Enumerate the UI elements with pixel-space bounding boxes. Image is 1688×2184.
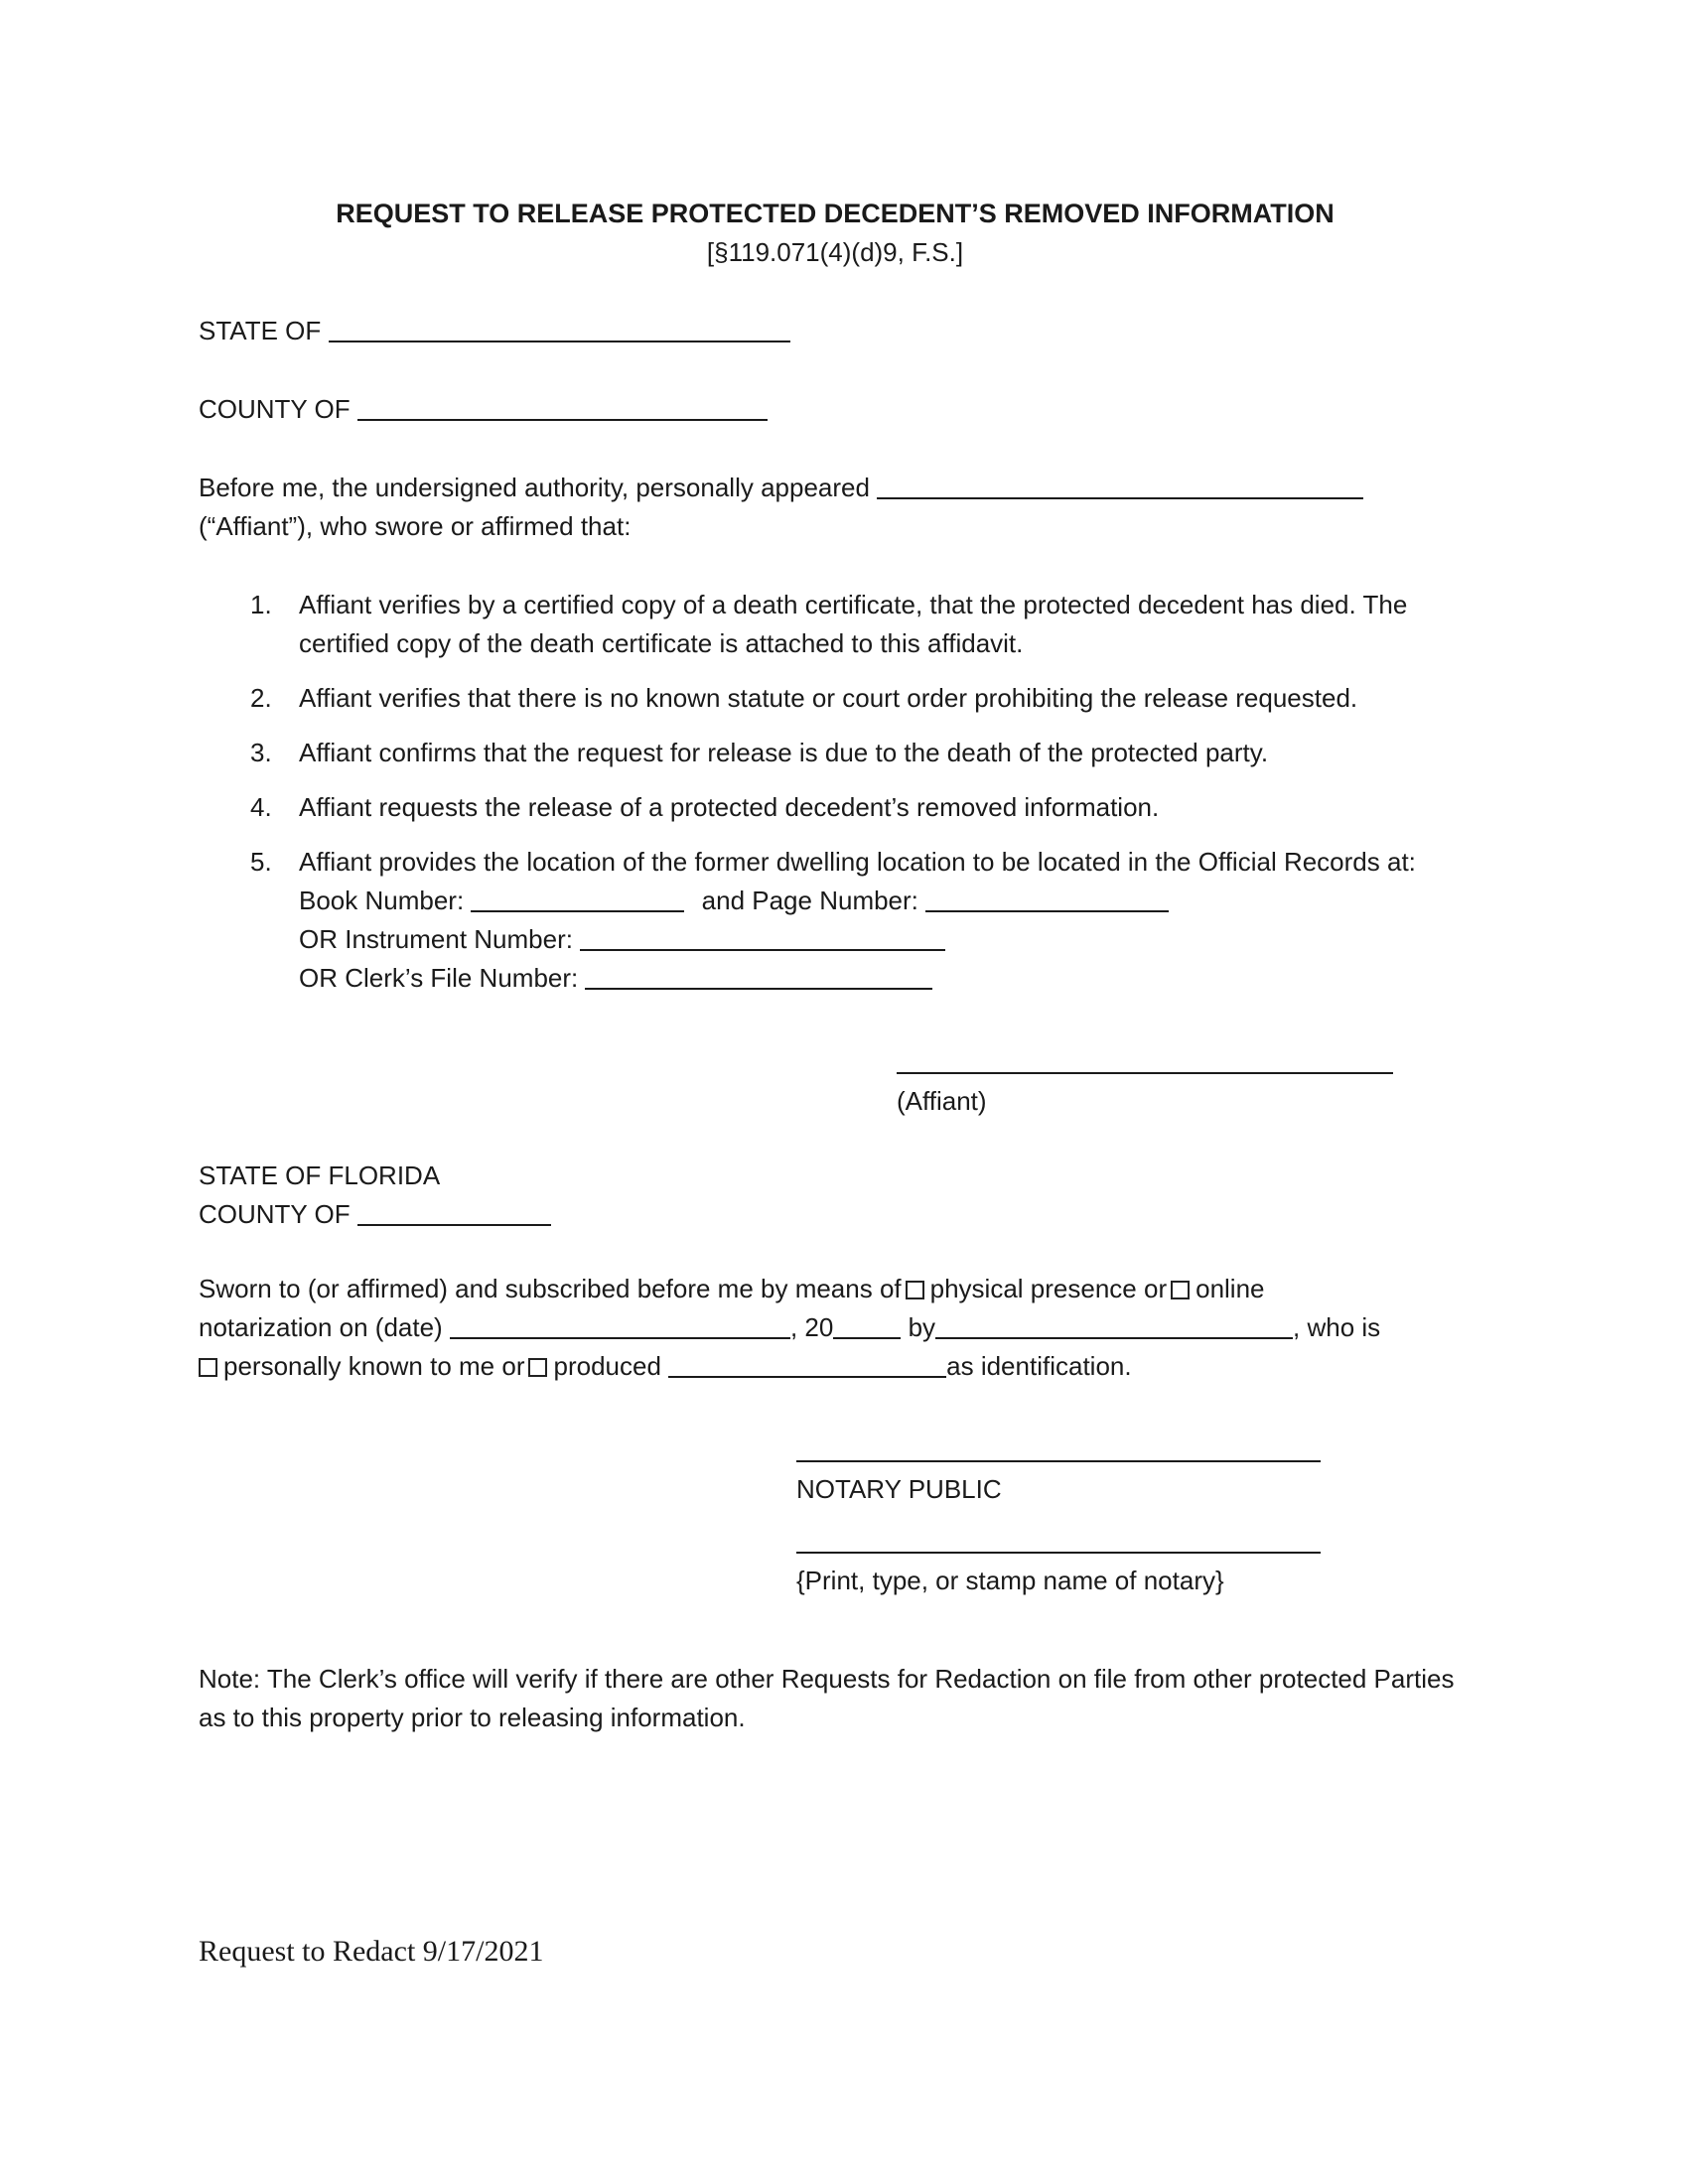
item-text: Affiant confirms that the request for release is due to the death of the protected party. [299,738,1269,767]
checkbox-personally-known[interactable] [199,1358,217,1377]
notary-signature-line[interactable] [796,1438,1321,1462]
jurat-text-1a: Sworn to (or affirmed) and subscribed before me by means of [199,1274,902,1303]
notary-stamp-label: {Print, type, or stamp name of notary} [796,1566,1224,1595]
notary-county-label: COUNTY OF [199,1199,351,1229]
book-number-blank[interactable] [471,888,684,912]
jurat-line-1 [199,1270,1472,1308]
notary-state-line: STATE OF FLORIDA [199,1160,441,1190]
page-number-blank[interactable] [925,888,1169,912]
jurat-text-3a: personally known to me or [223,1351,525,1381]
jurat-text-2d: , who is [1293,1312,1381,1342]
year-blank[interactable] [833,1315,901,1339]
document-title: REQUEST TO RELEASE PROTECTED DECEDENT’S REMOVED INFORMATION [336,199,1335,228]
notary-venue-block [199,1157,1472,1234]
list-item-4 [250,788,1472,827]
jurat-line-3 [199,1347,1472,1386]
affirmation-list [199,586,1472,998]
document-footer: Request to Redact 9/17/2021 [199,1935,544,1968]
clerk-file-number-blank[interactable] [585,966,932,990]
notary-signature-block [796,1432,1472,1600]
instrument-line [299,920,1451,959]
jurat-text-2c: by [908,1312,936,1342]
list-item-3 [250,734,1472,772]
item-text-block [299,843,1451,998]
instrument-number-blank[interactable] [580,927,945,951]
clerk-note: Note: The Clerk’s office will verify if there are other Requests for Redaction on file from other protected Parties as to this property prior to releasing information. [199,1664,1455,1732]
county-of-label: COUNTY OF [199,394,351,424]
checkbox-physical-presence[interactable] [906,1281,924,1299]
affiant-name-blank[interactable] [877,476,1363,499]
item-number: 1. [250,590,272,619]
checkbox-online-notarization[interactable] [1171,1281,1190,1299]
intro-paragraph [199,469,1472,546]
list-item-5 [250,843,1472,998]
intro-text-1: Before me, the undersigned authority, personally appeared [199,473,870,502]
affiant-caption: (Affiant) [897,1086,987,1116]
state-of-label: STATE OF [199,316,322,345]
notarization-date-blank[interactable] [450,1315,790,1339]
jurat-text-1c: online [1196,1274,1265,1303]
item-number: 4. [250,792,272,822]
checkbox-produced-id[interactable] [528,1358,547,1377]
county-of-blank[interactable] [357,397,768,421]
clerk-file-line [299,959,1451,998]
item-text: Affiant requests the release of a protected decedent’s removed information. [299,792,1160,822]
jurat-text-3b: produced [553,1351,661,1381]
jurat-text-2a: notarization on (date) [199,1312,443,1342]
jurat-text-2b: , 20 [789,1312,834,1342]
state-of-blank[interactable] [329,319,790,342]
instrument-number-label: OR Instrument Number: [299,924,573,954]
jurat-line-2 [199,1308,1472,1347]
affiant-signature-block [897,1043,1472,1121]
jurat-text-3c: as identification. [946,1351,1132,1381]
state-of-line [199,312,1472,350]
item-number: 3. [250,738,272,767]
list-item-2 [250,679,1472,718]
intro-line-1 [199,469,1472,507]
affiant-signature-line[interactable] [897,1050,1393,1074]
jurat-text-1b: physical presence or [929,1274,1168,1303]
item-number: 5. [250,847,272,877]
item-text: Affiant provides the location of the former dwelling location to be located in the Official Records at: [299,847,1416,877]
notarized-by-blank[interactable] [935,1315,1293,1339]
book-number-label: Book Number: [299,886,465,915]
statute-reference: [§119.071(4)(d)9, F.S.] [706,237,964,267]
item-number: 2. [250,683,272,713]
list-item-1 [250,586,1472,663]
notary-county-blank[interactable] [357,1202,551,1226]
item-text: Affiant verifies that there is no known statute or court order prohibiting the release requested. [299,683,1358,713]
notary-name-line[interactable] [796,1530,1321,1554]
notary-county-line [199,1195,1472,1234]
intro-line-2: (“Affiant”), who swore or affirmed that: [199,511,632,541]
clerk-file-label: OR Clerk’s File Number: [299,963,579,993]
item-text: Affiant verifies by a certified copy of a death certificate, that the protected decedent has died. The certified copy of the death certificate is attached to this affidavit. [299,590,1408,658]
page-number-label: and Page Number: [701,886,918,915]
notary-public-label: NOTARY PUBLIC [796,1474,1002,1504]
id-produced-blank[interactable] [668,1354,946,1378]
book-page-line [299,882,1451,920]
jurat-paragraph [199,1270,1472,1386]
county-of-line [199,390,1472,429]
